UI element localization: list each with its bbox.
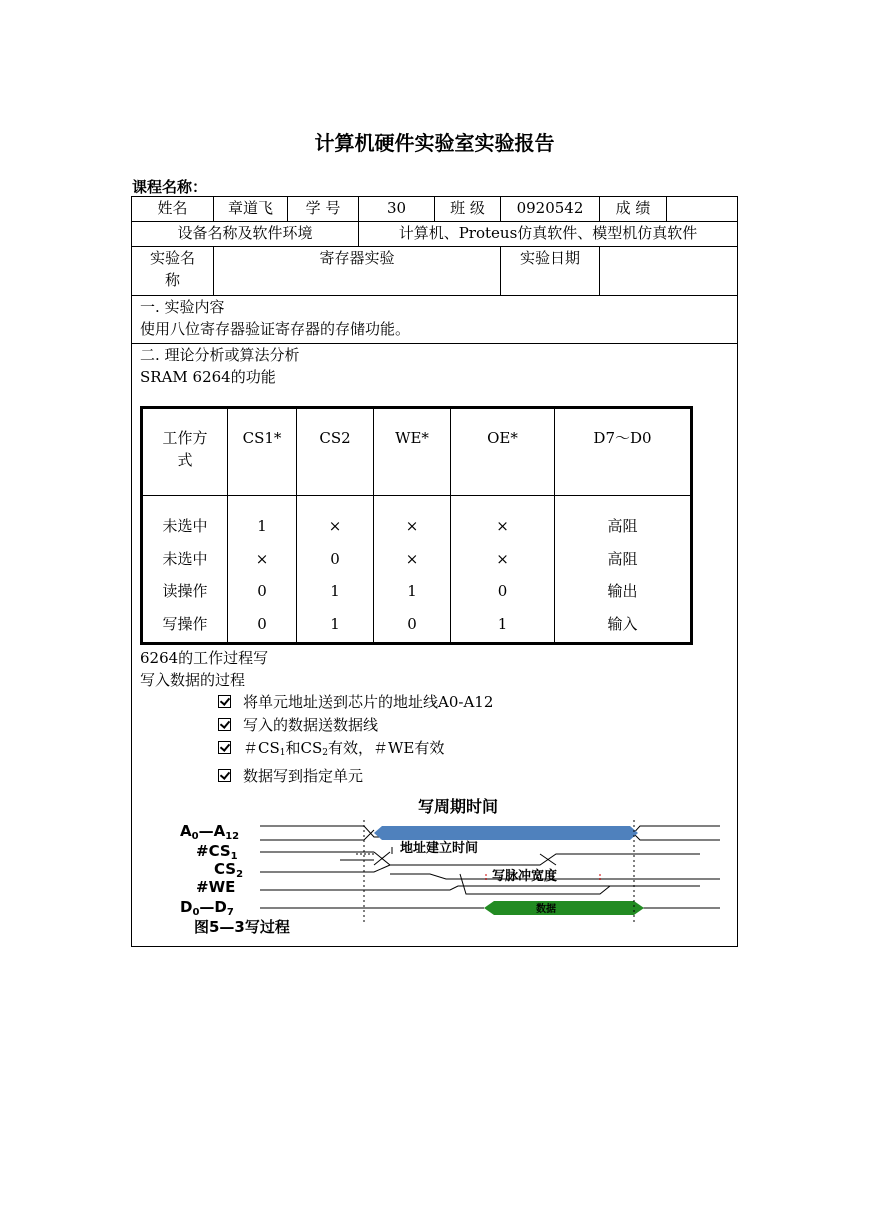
table-header: OE* [451, 408, 555, 496]
table-header: CS2 [297, 408, 374, 496]
experiment-date-label: 实验日期 [501, 247, 600, 296]
class-label: 班 级 [435, 197, 501, 222]
report-table [131, 196, 738, 947]
signal-address: $A_0—A_{12}$ [180, 822, 240, 842]
section-content [132, 296, 738, 344]
section-analysis-heading: 二. 理论分析或算法分析 [140, 346, 300, 364]
address-bus-valid [374, 826, 638, 840]
step-item: 将单元地址送到芯片的地址线A0-A12 [140, 691, 735, 714]
grade-label: 成 绩 [600, 197, 667, 222]
diagram-caption: 图5—3写过程 [194, 918, 290, 934]
sram-function-table [140, 406, 693, 645]
name-label: 姓名 [132, 197, 214, 222]
student-id-value: 30 [359, 197, 435, 222]
signal-cs1: $\#CS_1$ [196, 842, 238, 862]
table-column: 高阻 高阻 输出 输入 [555, 496, 692, 644]
sram-heading: SRAM 6264的功能 [140, 368, 276, 386]
signal-cs2: $CS_2$ [214, 860, 244, 880]
diagram-title: 写周期时间 [418, 797, 499, 816]
data-bus-valid [484, 901, 644, 915]
section-content-heading: 一. 实验内容 [140, 298, 225, 316]
checkbox-icon [218, 695, 231, 708]
write-timing-diagram [160, 794, 720, 934]
process-subtitle: 写入数据的过程 [140, 671, 246, 689]
table-column: 未选中 未选中 读操作 写操作 [142, 496, 228, 644]
step-item: 写入的数据送数据线 [140, 714, 735, 737]
name-value: 章道飞 [214, 197, 288, 222]
checkbox-icon [218, 741, 231, 754]
data-label: 数据 [536, 904, 556, 915]
student-id-label: 学 号 [288, 197, 359, 222]
experiment-name-value: 寄存器实验 [214, 247, 501, 296]
pulse-width-label: 写脉冲宽度 [492, 869, 558, 884]
signal-we: #WE [196, 878, 236, 896]
signal-data: $D_0—D_7$ [180, 898, 234, 918]
addr-setup-label: 地址建立时间 [400, 841, 479, 856]
experiment-name-label: 实验名称 [132, 247, 214, 296]
table-header: CS1* [228, 408, 297, 496]
checkbox-icon [218, 718, 231, 731]
table-header: 工作方式 [142, 408, 228, 496]
process-title: 6264的工作过程写 [140, 649, 269, 667]
experiment-date-value [600, 247, 738, 296]
equipment-label: 设备名称及软件环境 [132, 222, 359, 247]
equipment-value: 计算机、Proteus仿真软件、模型机仿真软件 [359, 222, 738, 247]
section-analysis [132, 344, 738, 947]
cs1-waveform [260, 852, 700, 865]
section-content-text: 使用八位寄存器验证寄存器的存储功能。 [140, 320, 411, 338]
page-title: 计算机硬件实验室实验报告 [314, 131, 555, 155]
cs2-waveform [260, 865, 720, 879]
grade-value [667, 197, 738, 222]
table-header: WE* [374, 408, 451, 496]
course-name-label: 课程名称： [132, 178, 208, 196]
table-column: × 0 1 1 [297, 496, 374, 644]
checkbox-icon [218, 769, 231, 782]
table-column: × × 1 0 [374, 496, 451, 644]
table-header: D7～D0 [555, 408, 692, 496]
table-column: 1 × 0 0 [228, 496, 297, 644]
step-item: ＃$CS_1$和$CS_2$有效，＃WE有效 [140, 737, 735, 765]
class-value: 0920542 [501, 197, 600, 222]
step-item: 数据写到指定单元 [140, 765, 735, 788]
table-column: × × 0 1 [451, 496, 555, 644]
